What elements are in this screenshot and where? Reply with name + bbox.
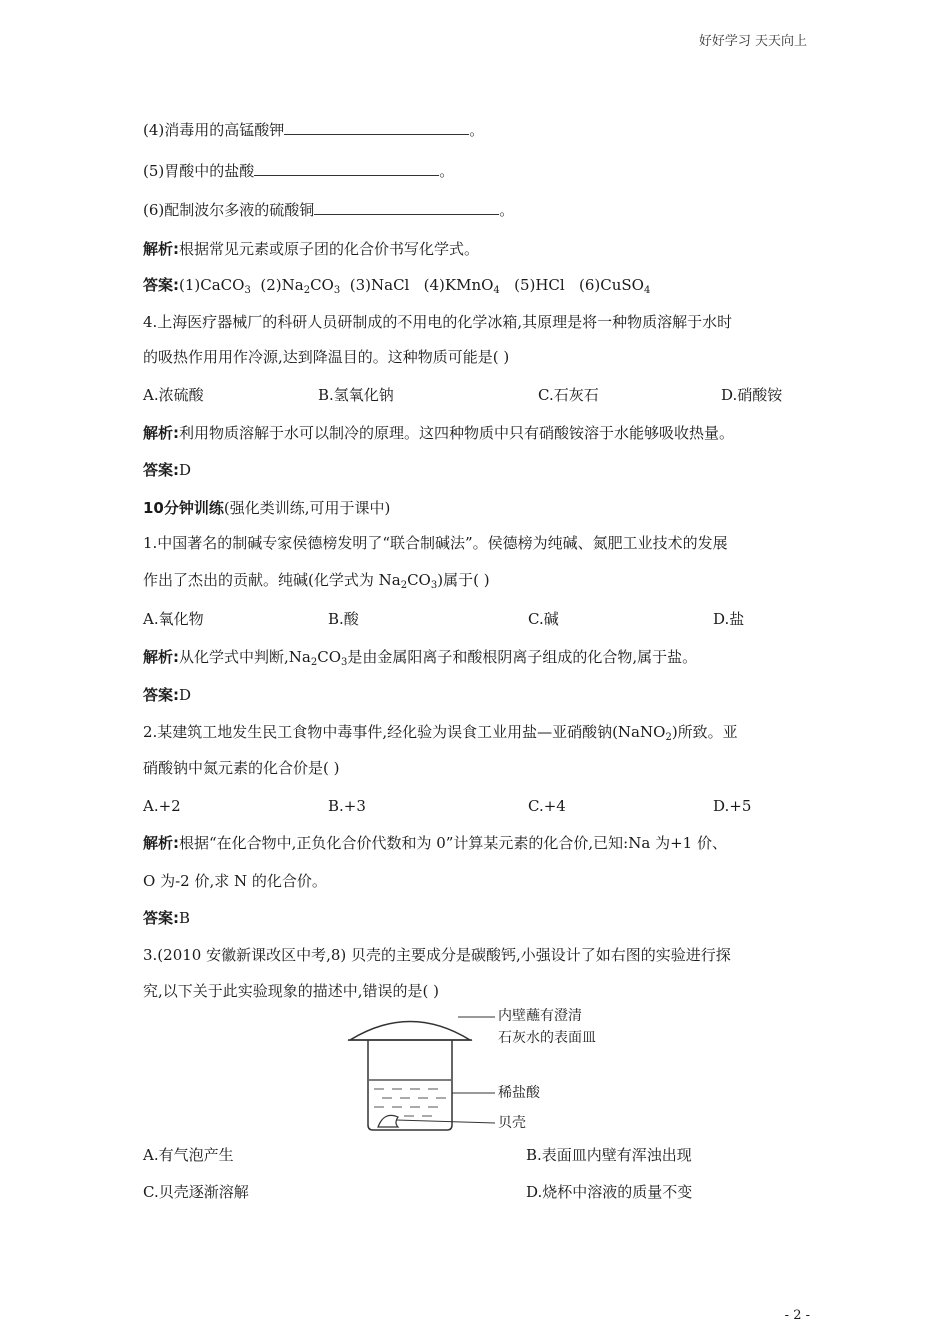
analysis-s2-line1: 解析:根据“在化合物中,正负化合价代数和为 0”计算某元素的化合价,已知:Na 为+1 价、	[143, 834, 727, 852]
option-c: C.贝壳逐渐溶解	[143, 1183, 249, 1201]
option-a: A.+2	[143, 797, 181, 815]
question-3-line1: 3.(2010 安徽新课改区中考,8) 贝壳的主要成分是碳酸钙,小强设计了如右图的实验进行探	[143, 946, 731, 964]
fill-item-6: (6)配制波尔多液的硫酸铜 。	[143, 201, 515, 219]
option-d: D.盐	[713, 610, 745, 628]
answer-s2: 答案:B	[143, 909, 191, 927]
option-b: B.氢氧化钠	[318, 386, 394, 404]
question-2-line1: 2.某建筑工地发生民工食物中毒事件,经化验为误食工业用盐—亚硝酸钠(NaNO$_2$)所致。亚	[143, 723, 738, 743]
option-a: A.氧化物	[143, 610, 204, 628]
option-b: B.酸	[328, 610, 359, 628]
question-4-line1: 4.上海医疗器械厂的科研人员研制成的不用电的化学冰箱,其原理是将一种物质溶解于水时	[143, 313, 733, 331]
page-header: 好好学习 天天向上	[698, 34, 807, 49]
option-a: A.浓硫酸	[143, 386, 204, 404]
answer-s1: 答案:D	[143, 686, 192, 704]
question-1-line2: 作出了杰出的贡献。纯碱(化学式为 $Na_2CO_3$)属于( )	[143, 571, 490, 591]
option-d: D.+5	[713, 797, 752, 815]
option-a: A.有气泡产生	[143, 1146, 234, 1164]
option-d: D.硝酸铵	[721, 386, 783, 404]
section-title: 10分钟训练(强化类训练,可用于课中)	[143, 499, 391, 517]
question-4-line2: 的吸热作用用作冷源,达到降温目的。这种物质可能是( )	[143, 348, 510, 366]
question-1-line1: 1.中国著名的制碱专家侯德榜发明了“联合制碱法”。侯德榜为纯碱、氮肥工业技术的发展	[143, 534, 728, 552]
figure-label-watchglass: 内壁蘸有澄清	[498, 1008, 582, 1024]
fill-item-4: (4)消毒用的高锰酸钾 。	[143, 121, 485, 139]
answer-q3: 答案:(1)CaCO$_3$ $(2)Na_2CO_3$ (3)NaCl (4)KMnO$_4$ (5)HCl (6)CuSO$_4$	[143, 276, 651, 296]
option-d: D.烧杯中溶液的质量不变	[526, 1183, 693, 1201]
analysis-q3: 解析:根据常见元素或原子团的化合价书写化学式。	[143, 240, 480, 258]
fill-item-5: (5)胃酸中的盐酸 。	[143, 162, 455, 180]
beaker-diagram	[340, 1005, 620, 1145]
option-c: C.碱	[528, 610, 559, 628]
figure-label-shell: 贝壳	[498, 1115, 526, 1131]
answer-blank	[254, 161, 439, 176]
answer-blank	[314, 200, 499, 215]
figure-label-watchglass-2: 石灰水的表面皿	[498, 1030, 596, 1046]
option-c: C.+4	[528, 797, 566, 815]
question-3-line2: 究,以下关于此实验现象的描述中,错误的是( )	[143, 982, 440, 1000]
page-number: - 2 -	[784, 1308, 810, 1323]
option-b: B.表面皿内壁有浑浊出现	[526, 1146, 692, 1164]
analysis-q4: 解析:利用物质溶解于水可以制冷的原理。这四种物质中只有硝酸铵溶于水能够吸收热量。	[143, 424, 735, 442]
question-2-line2: 硝酸钠中氮元素的化合价是( )	[143, 759, 340, 777]
answer-q4: 答案:D	[143, 461, 192, 479]
option-b: B.+3	[328, 797, 366, 815]
figure-label-acid: 稀盐酸	[498, 1085, 540, 1101]
option-c: C.石灰石	[538, 386, 599, 404]
experiment-figure	[340, 1005, 620, 1145]
analysis-s1: 解析:从化学式中判断$,Na_2CO_3$是由金属阳离子和酸根阴离子组成的化合物,属于盐。	[143, 648, 698, 668]
answer-blank	[284, 120, 469, 135]
analysis-s2-line2: O 为-2 价,求 N 的化合价。	[143, 872, 327, 890]
